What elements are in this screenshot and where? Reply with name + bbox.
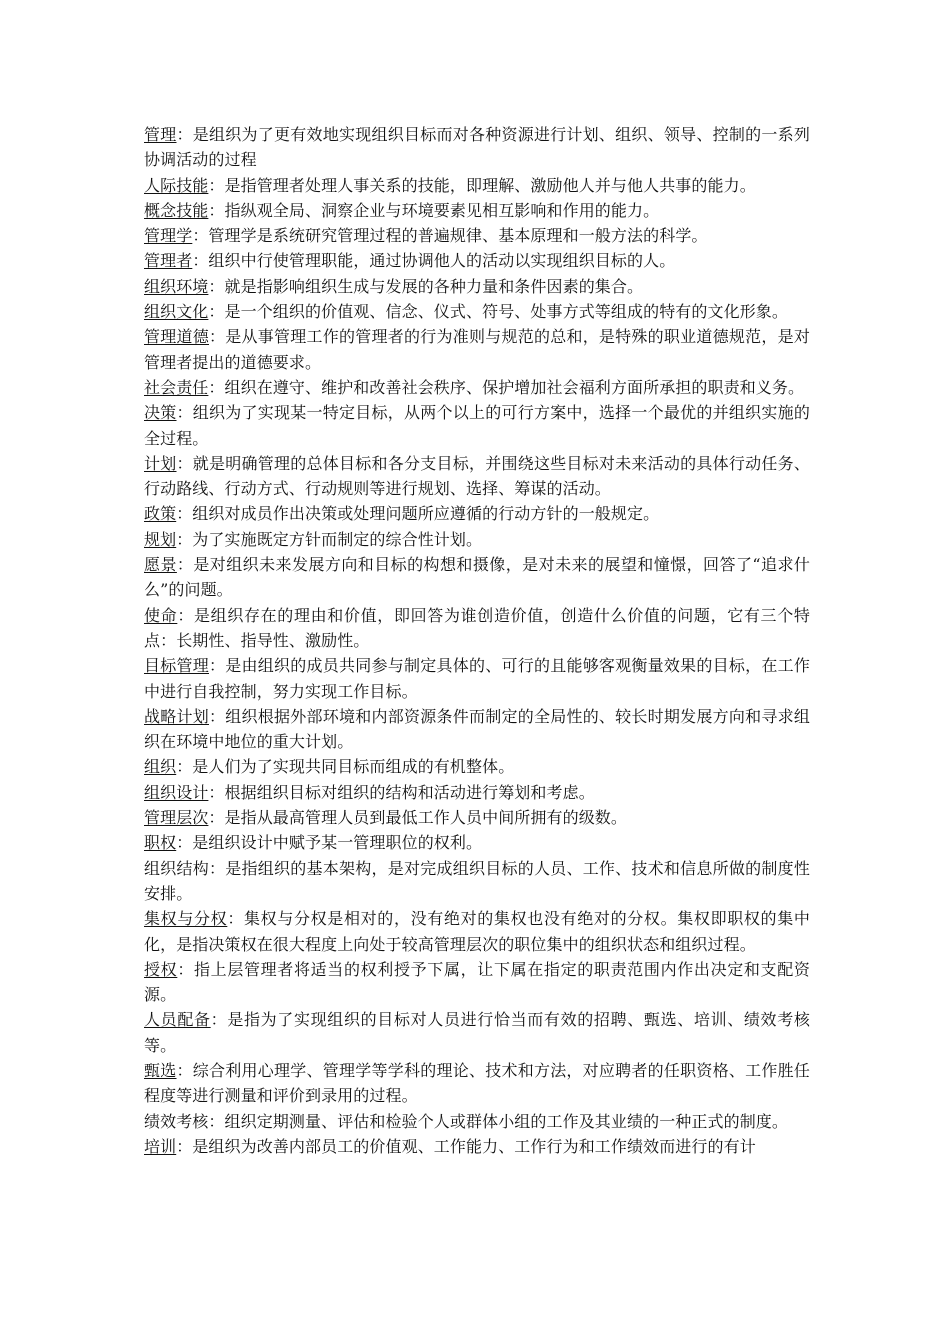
definition-term: 培训 xyxy=(144,1136,177,1156)
definition-entry xyxy=(144,1109,810,1134)
definition-term: 目标管理 xyxy=(144,656,209,676)
definition-term: 战略计划 xyxy=(144,706,209,726)
definition-term: 集权与分权 xyxy=(144,909,228,929)
definition-term: 绩效考核 xyxy=(144,1111,209,1131)
definition-term: 组织结构 xyxy=(144,858,209,878)
definition-text: ：组织中行使管理职能，通过协调他人的活动以实现组织目标的人。 xyxy=(192,251,676,271)
definition-term: 人际技能 xyxy=(144,175,209,195)
definition-text: ：为了实施既定方针而制定的综合性计划。 xyxy=(176,529,483,549)
definition-entry xyxy=(144,375,810,400)
definition-entry xyxy=(144,501,810,526)
definition-term: 社会责任 xyxy=(144,377,209,397)
definition-entry xyxy=(144,856,810,907)
definition-term: 概念技能 xyxy=(144,200,209,220)
definition-text: ：指纵观全局、洞察企业与环境要素见相互影响和作用的能力。 xyxy=(208,200,660,220)
definition-entry xyxy=(144,906,810,957)
definition-text: ：是一个组织的价值观、信念、仪式、符号、处事方式等组成的特有的文化形象。 xyxy=(208,302,789,322)
definition-entry xyxy=(144,223,810,248)
definition-text: ：根据组织目标对组织的结构和活动进行筹划和考虑。 xyxy=(208,782,595,802)
definition-entry xyxy=(144,603,810,654)
definition-entry xyxy=(144,780,810,805)
definition-entry xyxy=(144,653,810,704)
definition-text: ：是人们为了实现共同目标而组成的有机整体。 xyxy=(176,757,515,777)
definition-entry xyxy=(144,704,810,755)
definition-entry xyxy=(144,173,810,198)
definition-text: ：是组织存在的理由和价值，即回答为谁创造价值，创造什么价值的问题，它有三个特点：长期性、指导性、激励性。 xyxy=(144,605,810,650)
definition-text: ：是指为了实现组织的目标对人员进行恰当而有效的招聘、甄选、培训、绩效考核等。 xyxy=(144,1010,810,1055)
definition-entry xyxy=(144,299,810,324)
definition-text: ：是指组织的基本架构，是对完成组织目标的人员、工作、技术和信息所做的制度性安排。 xyxy=(144,858,811,903)
definition-text: ：管理学是系统研究管理过程的普遍规律、基本原理和一般方法的科学。 xyxy=(192,226,708,246)
definition-term: 管理者 xyxy=(144,251,193,271)
definition-text: ：就是明确管理的总体目标和各分支目标，并围绕这些目标对未来活动的具体行动任务、行动路线、行动方式、行动规则等进行规划、选择、筹谋的活动。 xyxy=(144,453,810,499)
definition-entry xyxy=(144,1134,810,1159)
definition-text: ：集权与分权是相对的，没有绝对的集权也没有绝对的分权。集权即职权的集中化，是指决策权在很大程度上向处于较高管理层次的职位集中的组织状态和组织过程。 xyxy=(144,909,810,954)
definition-entry xyxy=(144,527,810,552)
definition-term: 人员配备 xyxy=(144,1010,211,1030)
definition-text: ：是从事管理工作的管理者的行为准则与规范的总和，是特殊的职业道德规范，是对管理者提出的道德要求。 xyxy=(144,327,811,372)
definition-term: 管理学 xyxy=(144,226,193,246)
definition-term: 组织文化 xyxy=(144,302,209,322)
definition-term: 管理道德 xyxy=(144,327,209,347)
definition-term: 决策 xyxy=(144,403,177,423)
definition-text: ：是对组织未来发展方向和目标的构想和摄像，是对未来的展望和憧憬，回答了“追求什么”的问题。 xyxy=(144,555,810,600)
definition-entry xyxy=(144,957,810,1008)
definition-text: ：组织定期测量、评估和检验个人或群体小组的工作及其业绩的一种正式的制度。 xyxy=(208,1111,789,1131)
definition-text: ：组织对成员作出决策或处理问题所应遵循的行动方针的一般规定。 xyxy=(176,504,660,524)
definition-entry xyxy=(144,122,810,173)
definition-term: 使命 xyxy=(144,605,178,625)
definition-text: ：就是指影响组织生成与发展的各种力量和条件因素的集合。 xyxy=(208,276,644,296)
definition-text: ：是由组织的成员共同参与制定具体的、可行的且能够客观衡量效果的目标，在工作中进行自我控制，努力实现工作目标。 xyxy=(144,656,811,701)
definition-text: ：组织根据外部环境和内部资源条件而制定的全局性的、较长时期发展方向和寻求组织在环境中地位的重大计划。 xyxy=(144,706,811,752)
definition-text: ：是组织设计中赋予某一管理职位的权利。 xyxy=(176,833,483,853)
definition-term: 组织环境 xyxy=(144,276,209,296)
definition-text: ：是指从最高管理人员到最低工作人员中间所拥有的级数。 xyxy=(208,808,628,828)
definition-text: ：组织在遵守、维护和改善社会秩序、保护增加社会福利方面所承担的职责和义务。 xyxy=(208,377,805,397)
definition-text: ：是组织为改善内部员工的价值观、工作能力、工作行为和工作绩效而进行的有计 xyxy=(176,1136,756,1156)
definition-entry xyxy=(144,830,810,855)
definition-entry xyxy=(144,1058,810,1109)
definition-term: 授权 xyxy=(144,959,178,979)
definition-term: 计划 xyxy=(144,453,177,473)
definition-term: 管理 xyxy=(144,125,177,144)
definition-entry xyxy=(144,451,810,502)
definition-term: 愿景 xyxy=(144,555,177,575)
definition-text: ：指上层管理者将适当的权利授予下属，让下属在指定的职责范围内作出决定和支配资源。 xyxy=(144,959,810,1005)
definition-entry xyxy=(144,248,810,273)
definition-term: 规划 xyxy=(144,529,177,549)
definition-text: ：组织为了实现某一特定目标，从两个以上的可行方案中，选择一个最优的并组织实施的全过程。 xyxy=(144,403,810,448)
definition-text: ：是组织为了更有效地实现组织目标而对各种资源进行计划、组织、领导、控制的一系列协调活动的过程 xyxy=(144,125,810,170)
definition-term: 管理层次 xyxy=(144,808,209,828)
definition-term: 组织 xyxy=(144,757,177,777)
definition-entry xyxy=(144,805,810,830)
definition-term: 组织设计 xyxy=(144,782,209,802)
definition-text: ：综合利用心理学、管理学等学科的理论、技术和方法，对应聘者的任职资格、工作胜任程度等进行测量和评价到录用的过程。 xyxy=(144,1060,810,1106)
definition-entry xyxy=(144,552,810,603)
definition-entry xyxy=(144,324,810,375)
definition-entry xyxy=(144,274,810,299)
document-page xyxy=(144,122,810,1159)
definition-entry xyxy=(144,400,810,451)
definition-entry xyxy=(144,198,810,223)
definition-entry xyxy=(144,754,810,779)
definition-text: ：是指管理者处理人事关系的技能，即理解、激励他人并与他人共事的能力。 xyxy=(208,175,756,195)
definition-term: 职权 xyxy=(144,833,177,853)
definition-entry xyxy=(144,1007,810,1058)
definition-term: 政策 xyxy=(144,504,177,524)
definition-term: 甄选 xyxy=(144,1060,177,1080)
